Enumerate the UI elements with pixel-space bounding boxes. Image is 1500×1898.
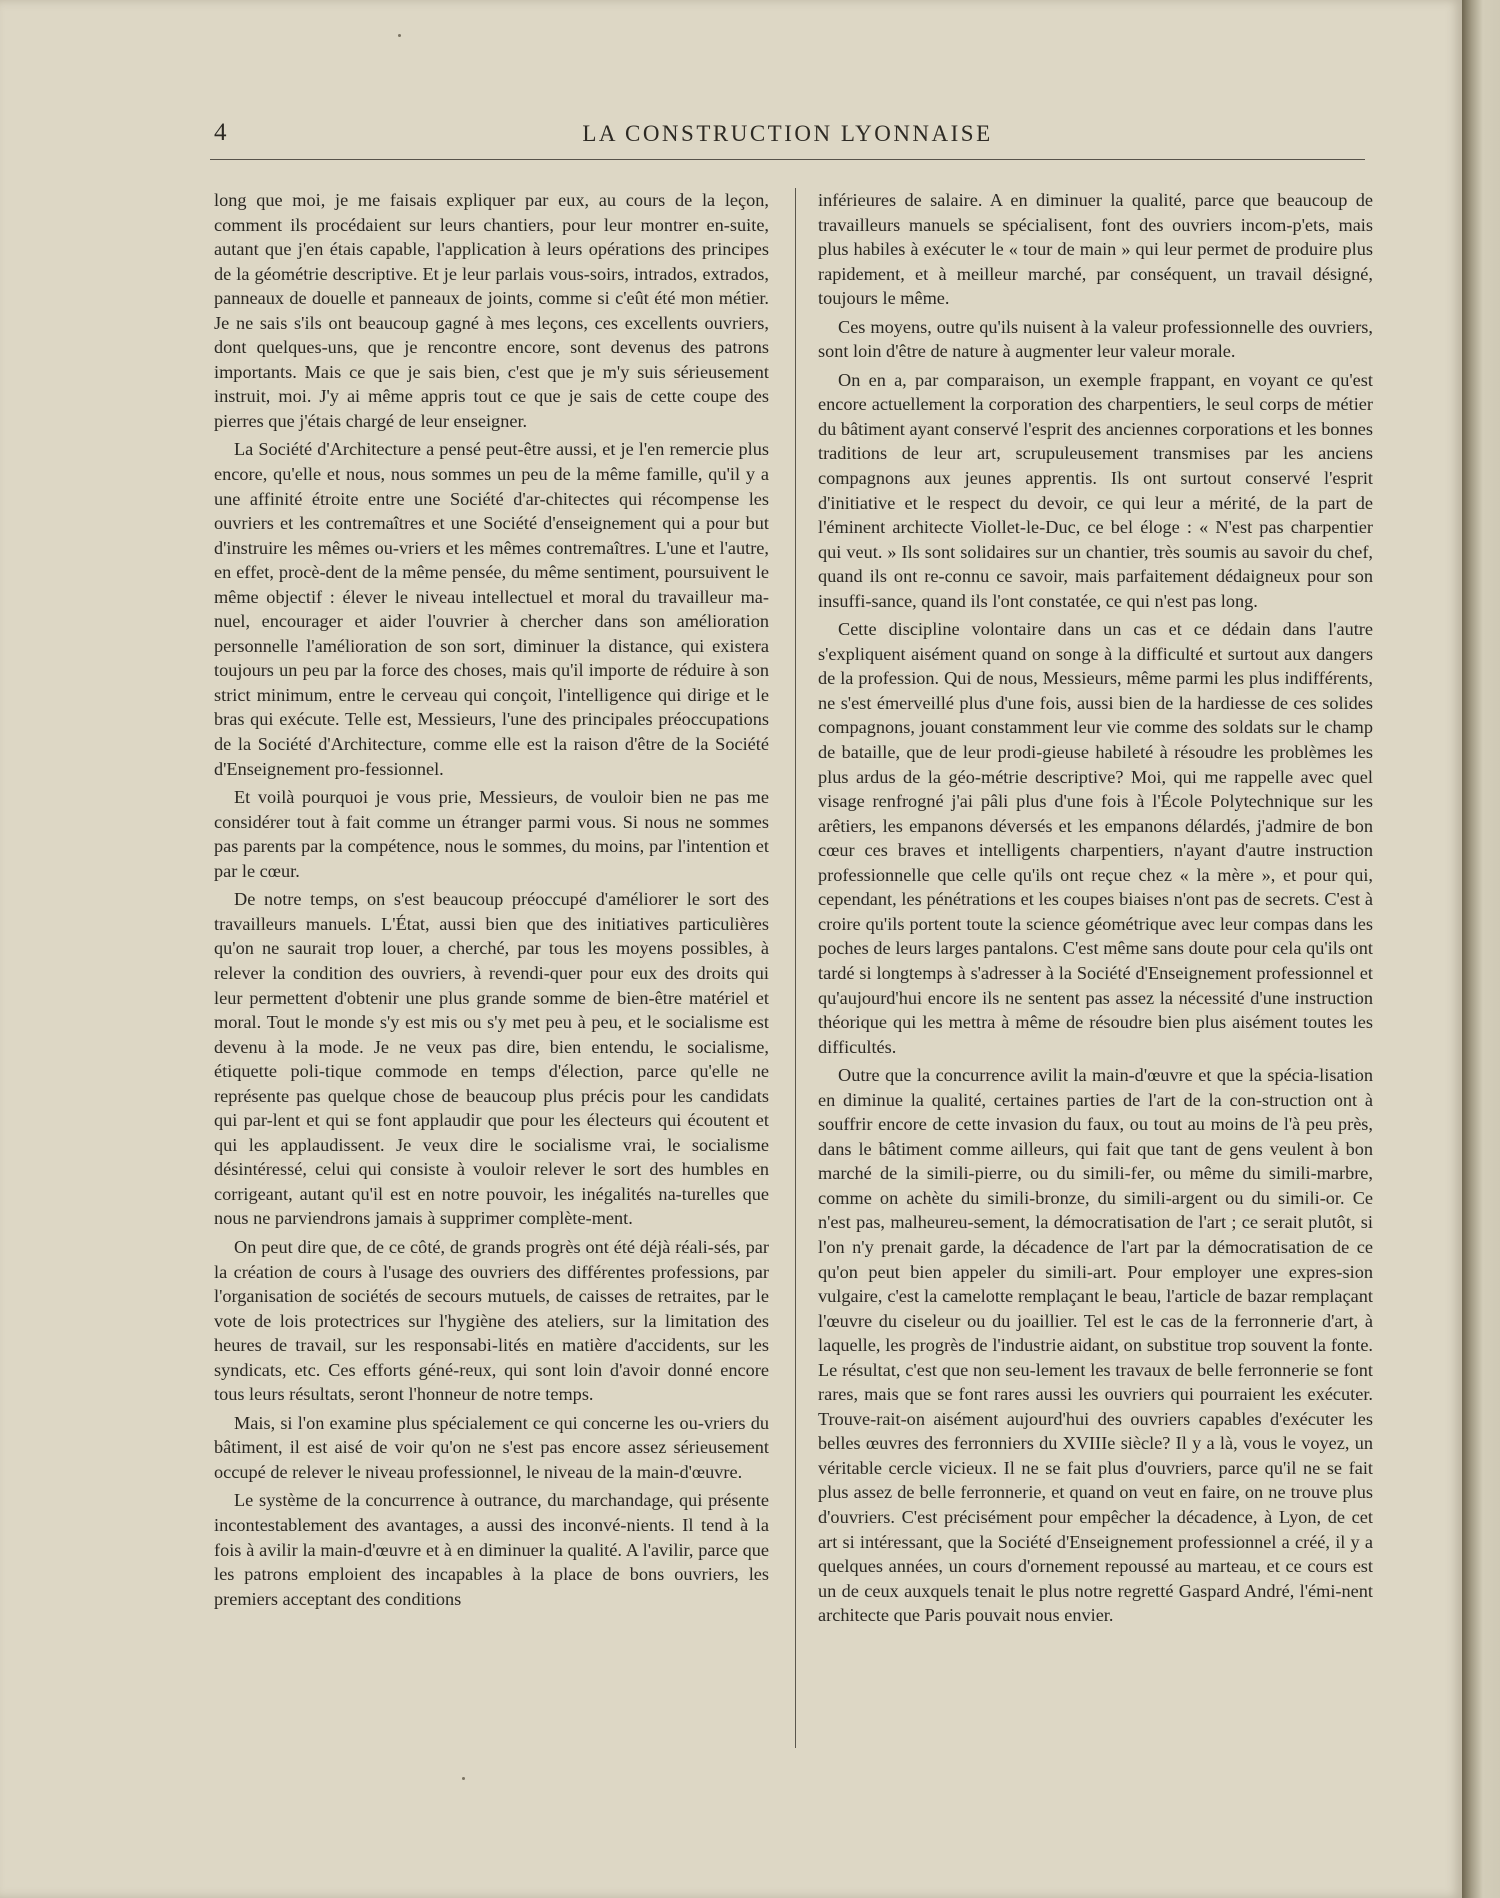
column-divider: [795, 188, 796, 1748]
paragraph: Mais, si l'on examine plus spécialement ce qui concerne les ou-vriers du bâtiment, il est aisé de voir qu'on ne s'est pas encore assez sérieusement occupé de relever le niveau professionnel, le niveau de la main-d'œuvre.: [214, 1412, 769, 1482]
paragraph: On en a, par comparaison, un exemple frappant, en voyant ce qu'est encore actuellement la corporation des charpentiers, le seul corps de métier du bâtiment ayant conservé l'esprit des anciennes corporations et les bonnes traditions de leur art, scrupuleusement transmises par les anciens compagnons aux jeunes apprentis. Ils ont surtout conservé l'esprit d'initiative et le respect du devoir, ce qui leur a mérité, de la part de l'éminent architecte Viollet-le-Duc, ce bel éloge : « N'est pas charpentier qui veut. » Ils sont solidaires sur un chantier, très soumis au savoir du chef, quand ils ont re-connu ce savoir, mais parfaitement dédaigneux pour son insuffi-sance, quand ils l'ont constatée, ce qui n'est pas long.: [818, 369, 1373, 611]
paragraph: Le système de la concurrence à outrance, du marchandage, qui présente incontestablement des avantages, a aussi des inconvé-nients. Il tend à la fois à avilir la main-d'œuvre et à en diminuer la qualité. A l'avilir, parce que les patrons emploient des incapables à la place de bons ouvriers, les premiers acceptant des conditions: [214, 1490, 769, 1609]
paragraph: Ces moyens, outre qu'ils nuisent à la valeur professionnelle des ouvriers, sont loin d'être de nature à augmenter leur valeur morale.: [818, 316, 1373, 362]
header-rule: [210, 159, 1365, 160]
paragraph: long que moi, je me faisais expliquer par eux, au cours de la leçon, comment ils procédaient sur leurs chantiers, pour leur montrer en-suite, autant que j'en étais capable, l'application à leurs opérations des principes de la géométrie descriptive. Et je leur parlais vous-soirs, intrados, extrados, panneaux de douelle et panneaux de joints, comme si c'eût été mon métier. Je ne sais s'ils ont beaucoup gagné à mes leçons, ces excellents ouvriers, dont quelques-uns, que je rencontre encore, sont devenus des patrons importants. Mais ce que je sais bien, c'est que je m'y suis sérieusement instruit, moi. J'y ai même appris tout ce que je sais de cette coupe des pierres que j'étais chargé de leur enseigner.: [214, 190, 769, 431]
paragraph: De notre temps, on s'est beaucoup préoccupé d'améliorer le sort des travailleurs manuels. L'État, aussi bien que des initiatives particulières qu'on ne saurait trop louer, a cherché, par tous les moyens possibles, à relever la condition des ouvriers, à revendi-quer pour eux des droits qui leur permettent d'obtenir une plus grande somme de bien-être matériel et moral. Tout le monde s'y est mis ou s'y met peu à peu, et le socialisme est devenu à la mode. Je ne veux pas dire, bien entendu, le socialisme, étiquette poli-tique commode en temps d'élection, parce qu'elle ne représente pas quelque chose de beaucoup plus précis pour les candidats qui par-lent et qui se font applaudir que pour les électeurs qui écoutent et qui les applaudissent. Je veux dire le socialisme vrai, le socialisme désintéressé, celui qui consiste à vouloir relever le sort des humbles en corrigeant, autant qu'il est en notre pouvoir, les inégalités na-turelles que nous ne parviendrons jamais à supprimer complète-ment.: [214, 889, 769, 1229]
paper-speck: [462, 1777, 465, 1780]
paragraph: Cette discipline volontaire dans un cas et ce dédain dans l'autre s'expliquent aisément quand on songe à la difficulté et surtout aux dangers de la profession. Qui de nous, Messieurs, même parmi les plus indifférents, ne s'est émerveillé plus d'une fois, aussi bien de la hardiesse de ces solides compagnons, jouant constamment leur vie comme des soldats sur le champ de bataille, que de leur prodi-gieuse habileté à résoudre les problèmes les plus ardus de la géo-métrie descriptive? Moi, qui me rappelle avec quel visage renfrogné j'ai pâli plus d'une fois à l'École Polytechnique sur les arêtiers, les empanons déversés et les empanons délardés, j'admire de bon cœur ces braves et intelligents charpentiers, n'ayant d'autre instruction professionnelle que celle qu'ils ont reçue chez « la mère », et pour qui, cependant, les pénétrations et les coupes biaises n'ont pas de secrets. C'est à croire qu'ils portent toute la science géométrique avec leur compas dans les poches de leurs larges pantalons. C'est même sans doute pour cela qu'ils ont tardé si longtemps à s'adresser à la Société d'Enseignement professionnel et qu'aujourd'hui encore ils ne sentent pas assez la nécessité d'une instruction théorique qui les mettra à même de résoudre bien plus aisément toutes les difficultés.: [818, 619, 1373, 1057]
left-column: [214, 188, 769, 1615]
paragraph: inférieures de salaire. A en diminuer la qualité, parce que beaucoup de travailleurs manuels se spécialisent, font des ouvriers incom-p'ets, mais plus habiles à exécuter le « tour de main » qui leur permet de produire plus rapidement, et à meilleur marché, par conséquent, un travail désigné, toujours le même.: [818, 190, 1373, 309]
paragraph: Et voilà pourquoi je vous prie, Messieurs, de vouloir bien ne pas me considérer tout à fait comme un étranger parmi vous. Si nous ne sommes pas parents par la compétence, nous le sommes, du moins, par l'intention et par le cœur.: [214, 787, 769, 881]
paper-speck: [398, 34, 401, 37]
paragraph: On peut dire que, de ce côté, de grands progrès ont été déjà réali-sés, par la création de cours à l'usage des ouvriers des différentes professions, par l'organisation de sociétés de secours mutuels, de caisses de retraites, par le vote de lois protectrices sur l'hygiène des ateliers, sur la limitation des heures de travail, sur les responsabi-lités en matière d'accidents, sur les syndicats, etc. Ces efforts géné-reux, qui sont loin d'avoir donné encore tous leurs résultats, seront l'honneur de notre temps.: [214, 1236, 769, 1405]
paragraph: Outre que la concurrence avilit la main-d'œuvre et que la spécia-lisation en diminue la qualité, certaines parties de l'art de la con-struction ont à souffrir encore de cette invasion du faux, ou tout au moins de l'à peu près, dans le bâtiment comme ailleurs, qui fait que tant de gens veulent à bon marché de la simili-pierre, ou du simili-fer, ou même du simili-marbre, comme on achète du simili-bronze, du simili-argent ou du simili-or. Ce n'est pas, malheureu-sement, la démocratisation de l'art ; ce serait plutôt, si l'on n'y prenait garde, la décadence de l'art par la démocratisation de ce qu'on peut bien appeler du simili-art. Pour employer une expres-sion vulgaire, c'est la camelotte remplaçant le beau, l'article de bazar remplaçant l'œuvre du ciseleur ou du joaillier. Tel est le cas de la ferronnerie d'art, à laquelle, les progrès de l'industrie aidant, on substitue trop souvent la fonte. Le résultat, c'est que non seu-lement les travaux de belle ferronnerie se font rares, mais que se font rares aussi les ouvriers qui pourraient les exécuter. Trouve-rait-on aisément aujourd'hui des ouvriers capables d'exécuter les belles œuvres des ferronniers du XVIIIe siècle? Il y a là, vous le voyez, un véritable cercle vicieux. Il ne se fait plus d'ouvriers, parce qu'il ne se fait plus assez de belle ferronnerie, et quand on veut en faire, on ne trouve plus d'ouvriers. C'est précisément pour empêcher la décadence, à Lyon, de cet art si intéressant, que la Société d'Enseignement professionnel a créé, il y a quelques années, un cours d'ornement repoussé au marteau, et ce cours est un de ceux auxquels tenait le plus notre regretté Gaspard André, l'émi-nent architecte que Paris pouvait nous envier.: [818, 1065, 1373, 1626]
right-column: [818, 188, 1373, 1632]
page-edge: [1462, 0, 1500, 1898]
page-number: 4: [214, 119, 227, 146]
paragraph: La Société d'Architecture a pensé peut-être aussi, et je l'en remercie plus encore, qu'elle et nous, nous sommes un peu de la même famille, qu'il y a une affinité étroite entre une Société d'ar-chitectes qui récompense les ouvriers et les contremaîtres et une Société d'enseignement qui a pour but d'instruire les mêmes ou-vriers et les mêmes contremaîtres. L'une et l'autre, en effet, procè-dent de la même pensée, du même sentiment, poursuivent le même objectif : élever le niveau intellectuel et moral du travailleur ma-nuel, encourager et aider l'ouvrier à chercher dans son amélioration personnelle l'amélioration de son sort, diminuer la distance, qui existera toujours un peu par la force des choses, mais qu'il importe de réduire à son strict minimum, entre le cerveau qui conçoit, l'intelligence qui dirige et le bras qui exécute. Telle est, Messieurs, l'une des principales préoccupations de la Société d'Architecture, comme elle est la raison d'être de la Société d'Enseignement pro-fessionnel.: [214, 439, 769, 779]
page-header: [210, 117, 1365, 151]
running-title: LA CONSTRUCTION LYONNAISE: [582, 121, 993, 146]
